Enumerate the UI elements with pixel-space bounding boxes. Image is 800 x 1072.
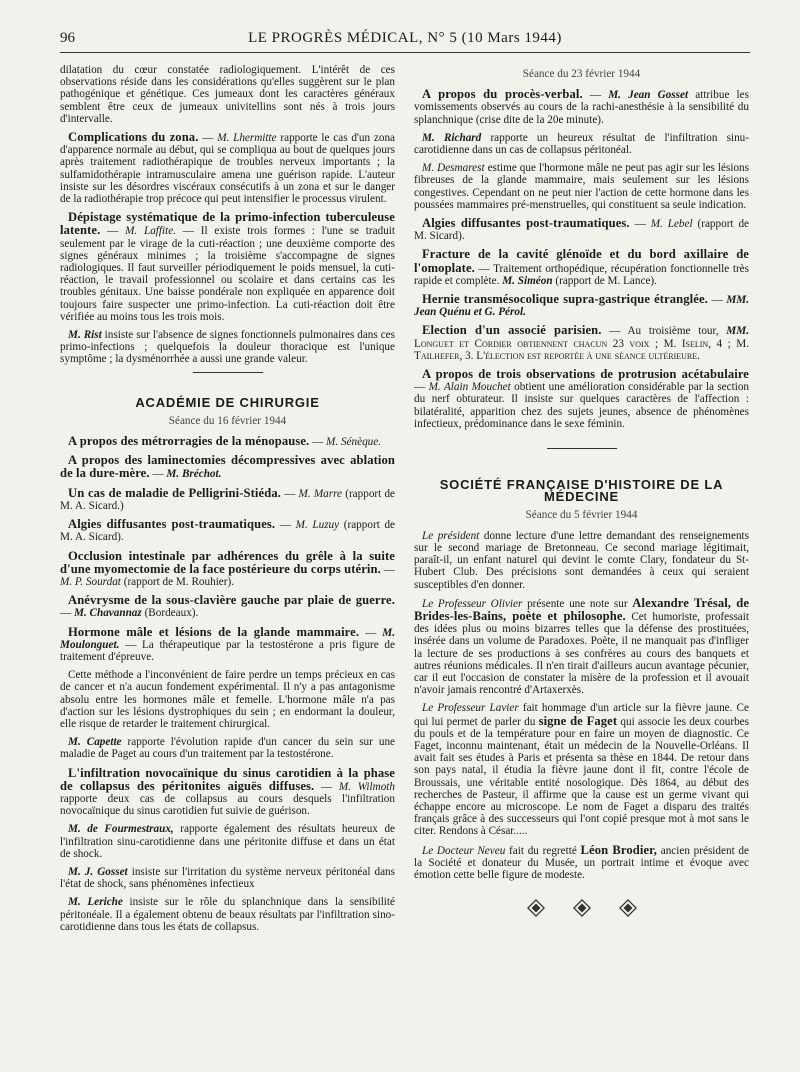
abstract-text: rapporte également des résultats heureux de l'infiltration sinu-carotidienne dans une péritonite diffuse et dans un état de shock. — [60, 823, 396, 860]
author: M. Jean Gosset — [608, 89, 689, 102]
abstract-title: Complications du zona. — [68, 130, 199, 145]
abstract-text: obtient une amélioration considérable par la section du nerf obturateur. Il insiste sur quelques caractères de l'affection : bilatéralité, apparition chez des sujets jeunes, absence de phénomènes infectieux, prédominance dans le sexe féminin. — [414, 381, 750, 430]
abstract-title: Un cas de maladie de Pelligrini-Stiéda. — [68, 485, 281, 500]
abstract-title: Algies diffusantes post-traumatiques. — [68, 517, 276, 532]
author: M. Laffite. — [125, 225, 176, 238]
abstract-item — [414, 530, 749, 591]
author: M. Chavannaz — [73, 607, 142, 620]
abstract-rist — [60, 329, 395, 366]
abstract-item — [414, 88, 749, 126]
abstract-title: L'infiltration novocaïnique du sinus carotidien à la phase de collapsus des péritonites aiguës diffuses. — [60, 765, 395, 793]
abstract-item — [60, 736, 395, 760]
abstract-text: — Il existe trois formes : l'une se traduit seulement par le virage de la cuti-réaction ; une deuxième comporte des signes généraux minimes ; la troisième s'accompagne de signes radiologiques. Il faut surveiller périodiquement le poids mensuel, la cuti-réaction, le travail professionnel ou scolaire et dans certains cas les troubles génitaux. Une baisse pondérale non expliquée en apparence doit toujours faire suspecter une primo-infection. La cuti-réaction doit être vérifiée au moins tous les trois mois. — [60, 225, 395, 323]
abstract-title: A propos du procès-verbal. — [422, 87, 583, 102]
section-heading-academie: ACADÉMIE DE CHIRURGIE — [135, 394, 320, 410]
abstract-text: (rapport de M. Lance). — [552, 274, 657, 287]
abstract-title: Alexandre Trésal, de Brides-les-Bains, poète et philosophe. — [414, 595, 750, 623]
dash: — — [149, 468, 167, 481]
dash: — — [414, 381, 429, 394]
author: M. Richard — [422, 131, 482, 144]
dash: — — [275, 519, 296, 532]
abstract-item — [60, 435, 395, 448]
abstract-text: — Au troisième tour, — [601, 325, 727, 338]
abstract-text: (rapport de M. A. Sicard). — [60, 519, 395, 544]
author: M. Capette — [68, 736, 122, 749]
author: M. Bréchot. — [166, 468, 222, 481]
author: M. Alain Mouchet — [428, 381, 511, 394]
abstract-title: Algies diffusantes post-traumatiques. — [422, 216, 630, 231]
abstract-item — [60, 550, 395, 589]
abstract-title: Occlusion intestinale par adhérences du grêle à la suite d'une myomectomie de la face postérieure du corps utérin. — [60, 548, 395, 576]
author: Le président — [422, 529, 480, 542]
abstract-text: (rapport de M. Sicard). — [414, 218, 750, 243]
abstract-item — [414, 293, 749, 318]
abstract-item — [60, 518, 395, 543]
dash: — — [582, 89, 609, 102]
abstract-title: A propos de trois observations de protrusion acétabulaire — [422, 367, 749, 382]
author: MM. Jean Quénu et G. Pérol. — [414, 294, 750, 319]
divider — [547, 448, 617, 449]
paragraph: Cette méthode a l'inconvénient de faire perdre un temps précieux en cas de cancer et n'a aucun fondement expérimental. Il n'y a pas antagonisme absolu entre les hormones mâle et femelle. L'hormone mâle n'a pas d'action sur les lésions dystrophiques du sein ; en endormant la douleur, elle risque de retarder le traitement chirurgical. — [60, 669, 395, 730]
author: M. Moulonguet. — [60, 626, 395, 651]
abstract-item — [60, 454, 395, 480]
abstract-text: ancien président de la Société et donateur du Musée, un portrait intime et évoque avec émotion cette belle figure de modeste. — [414, 844, 749, 881]
dash: — — [309, 436, 327, 449]
abstract-primo-infection — [60, 211, 395, 323]
page-number: 96 — [60, 30, 75, 46]
abstract-item — [414, 702, 749, 837]
left-column — [60, 64, 395, 939]
author: M. Rist — [68, 329, 102, 342]
abstract-title: A propos des métrorragies de la ménopause. — [68, 434, 310, 449]
abstract-text: Longuet et Cordier obtiennent chacun 23 voix ; M. Iselin, 4 ; M. Tailhefer, 3. L'élection est reportée à une séance ultérieure. — [414, 337, 749, 362]
abstract-title: Hormone mâle et lésions de la glande mammaire. — [68, 624, 360, 639]
author: Le Docteur Neveu — [422, 844, 506, 857]
journal-title: LE PROGRÈS MÉDICAL, N° 5 (10 Mars 1944) — [248, 30, 562, 46]
abstract-item — [414, 217, 749, 242]
running-header — [60, 30, 750, 53]
abstract-text: (rapport de M. A. Sicard.) — [60, 487, 396, 512]
right-column — [414, 64, 749, 917]
abstract-item — [60, 866, 395, 890]
abstract-item — [60, 767, 395, 818]
ornament-row — [414, 899, 749, 917]
abstract-item — [414, 368, 749, 430]
ornament-diamond-icon — [527, 899, 545, 917]
dash: — — [380, 563, 395, 576]
abstract-item — [60, 823, 395, 860]
dash: — — [198, 132, 218, 145]
author: M. Desmarest — [422, 162, 485, 175]
abstract-text: fait hommage d'un article sur la fièvre jaune. Ce qui lui permet de parler du — [414, 702, 749, 728]
ornament-diamond-icon — [619, 899, 637, 917]
abstract-title: Hernie transmésocolique supra-gastrique étranglée. — [422, 292, 708, 307]
abstract-text: rapporte le cas d'un zona d'apparence normale au début, qui se compliqua au bout de quelques jours après traitement radiothérapique de troubles nerveux importants ; la sulfamidothérapie intramusculaire amena une guérison rapide. L'auteur insiste sur les désordres viscéraux consécutifs à un zona et sur le danger de la radiothérapie trop précoce qui peut intensifier le processus virulent. — [60, 132, 396, 206]
abstract-text: insiste sur l'absence de signes fonctionnels pulmonaires dans ces primo-infections ; quelquefois la douleur thoracique est l'unique symptôme ; la dysménorrhée a aussi une grande valeur. — [60, 329, 395, 366]
abstract-text: rapporte l'évolution rapide d'un cancer du sein sur une maladie de Paget au cours d'un traitement par la testostérone. — [60, 736, 395, 761]
abstract-text: — Traitement orthopédique, récupération fonctionnelle très rapide et complète. — [414, 262, 749, 287]
dash: — — [314, 780, 339, 793]
abstract-text: insiste sur le rôle du splanchnique dans la sensibilité péritonéale. Il a également obtenu de beaux résultats par l'infiltration sino-carotidienne dans tous les états de collapsus. — [60, 896, 395, 933]
abstract-text: rapporte un heureux résultat de l'infiltration sinu-carotidienne dans un cas de collapsus péritonéal. — [414, 131, 749, 157]
author: Le Professeur Olivier — [422, 597, 523, 610]
dash: — — [100, 225, 126, 238]
author: M. Siméon — [502, 274, 553, 287]
author: M. J. Gosset — [68, 865, 128, 878]
session-date: Séance du 23 février 1944 — [522, 68, 641, 80]
abstract-text: — La thérapeutique par la testostérone a pris figure de traitement d'épreuve. — [60, 638, 395, 663]
abstract-item — [414, 324, 749, 362]
session-date: Séance du 16 février 1944 — [168, 414, 287, 427]
abstract-text: Cet humoriste, professait des idées plus ou moins bizarres telles que la défense des prostituées, insérée dans un volume de Paradoxes. Poète, il ne manquait pas d'infliger la lecture de ses productions à ses confrères au cours des banquets et autres réunions médicales. Il n'en tirait d'ailleurs aucun avantage pécunier, car il eut l'occasion de constater la misère de la profession et il avouait n'avoir jamais rencontré d'Artaxerxès. — [414, 610, 749, 697]
author: M. Wilmoth — [338, 780, 395, 793]
abstract-item — [414, 597, 749, 697]
dash: — — [629, 218, 651, 231]
abstract-title: Election d'un associé parisien. — [422, 323, 602, 338]
dash: — — [359, 626, 383, 639]
abstract-title: Léon Brodier, — [580, 842, 657, 857]
abstract-item — [60, 594, 395, 619]
author: Le Professeur Lavier — [422, 702, 519, 715]
abstract-item — [60, 896, 395, 933]
author: M. Lebel — [650, 218, 693, 231]
abstract-item — [60, 487, 395, 512]
author: M. Luzuy — [295, 519, 340, 532]
abstract-text: (Bordeaux). — [141, 607, 199, 620]
divider — [193, 372, 263, 373]
abstract-text: (rapport de M. Rouhier). — [120, 575, 235, 588]
dash: — — [60, 607, 74, 620]
author: MM. — [726, 325, 749, 338]
abstract-item — [414, 132, 749, 156]
session-date: Séance du 5 février 1944 — [525, 509, 638, 522]
author: M. Marre — [298, 487, 343, 500]
author: M. Leriche — [68, 896, 123, 909]
author: M. P. Sourdat — [60, 575, 121, 588]
author: M. Sénèque. — [326, 436, 382, 449]
author: M. de Fourmestraux, — [68, 823, 174, 836]
abstract-item — [414, 844, 749, 882]
abstract-title: signe de Faget — [538, 713, 618, 728]
abstract-title: Anévrysme de la sous-clavière gauche par plaie de guerre. — [68, 593, 395, 608]
paragraph: dilatation du cœur constatée radiologiquement. L'intérêt de ces observations réside dans les considérations qu'elles suggèrent sur le plan pathogénique et génétique. Ces jumeaux dont les caractères généraux semblent être ceux de jumeaux univitellins sont nés à trois jours d'intervalle. — [60, 64, 395, 125]
abstract-title: A propos des laminectomies décompressives avec ablation de la dure-mère. — [60, 453, 395, 481]
abstract-item — [414, 162, 749, 211]
abstract-item — [414, 248, 749, 287]
abstract-text: rapporte deux cas de collapsus au cours desquels l'infiltration novocaïnique du sinus carotidien fut suivie de guérison. — [60, 792, 395, 818]
abstract-title: Dépistage systématique de la primo-infection tuberculeuse latente. — [60, 210, 395, 238]
abstract-title: Fracture de la cavité glénoïde et du bord axillaire de l'omoplate. — [414, 247, 749, 275]
abstract-zona — [60, 131, 395, 205]
abstract-text: estime que l'hormone mâle ne peut pas agir sur les lésions fibreuses de la glande mammaire, mais seulement sur les lésions congestives. Cependant on ne peut nier l'action de cette hormone dans les poussées mammaires pré-menstruelles, qui constituent sa seule indication. — [414, 162, 750, 211]
abstract-text: attribue les vomissements observés au cours de la rachi-anesthésie à la sensibilité du splanchnique (crise dite de la 20e minute). — [414, 89, 749, 126]
dash: — — [707, 294, 727, 307]
abstract-item — [60, 626, 395, 664]
abstract-text: fait du regretté — [505, 844, 581, 857]
abstract-text: insiste sur l'irritation du système nerveux péritonéal dans l'état de shock, sans phénomènes infectieux — [60, 865, 396, 891]
abstract-text: qui associe les deux courbes du pouls et de la température pour en faire un moyen de diagnostic. Ce Faget, inconnu maintenant, était un médecin de la Nouvelle-Orléans. Il avait fait ses études à Paris et présenta sa thèse en 1844. De retour dans son pays natal, il étudia la fièvre jaune dont il fit, contre l'école de Broussais, une véritable entité nosologique. Dès 1864, au début des recherches de Pasteur, il affirme que la cause est un germe vivant qui échappe encore au microscope. Le nom de Faget a disparu des traités français grâce à des successeurs qui l'ont copié presque mot à mot sans le citer. Rendons à César..... — [414, 715, 750, 838]
section-heading-societe: SOCIÉTÉ FRANÇAISE D'HISTOIRE DE LA MÉDECINE — [439, 477, 724, 505]
dash: — — [280, 487, 299, 500]
abstract-text: donne lecture d'une lettre demandant des renseignements sur le second mariage de Bretonneau. Ce second mariage légitimait, paraît-il, un enfant naturel qui devint le comte Clary, fondateur du St-Hubert Club. Des précisions sont demandées à ceux qui seraient susceptibles d'en donner. — [414, 529, 749, 591]
author: M. Lhermitte — [217, 132, 277, 145]
abstract-text: présente une note sur — [522, 597, 633, 610]
ornament-diamond-icon — [573, 899, 591, 917]
